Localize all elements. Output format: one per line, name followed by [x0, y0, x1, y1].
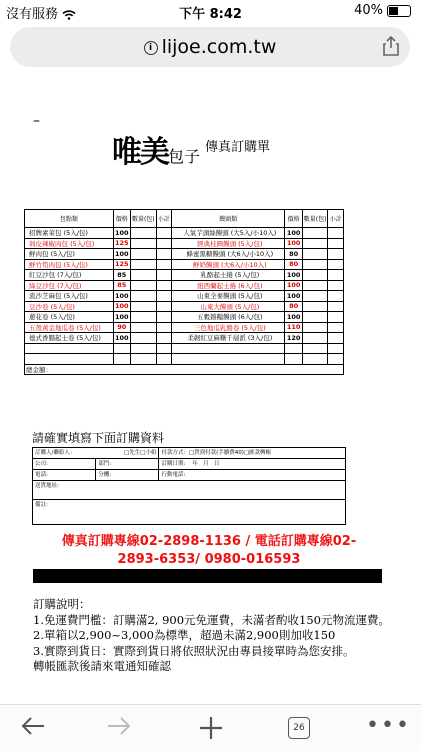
right-product-price: 100 [286, 312, 301, 321]
note-line: 轉帳匯款後請來電通知確認 [33, 659, 171, 673]
blank-cell[interactable] [25, 354, 114, 365]
right-product-price: 100 [286, 281, 301, 290]
col-right-price: 價格 [285, 210, 302, 228]
right-product-price: 100 [286, 270, 301, 279]
blank-cell[interactable] [285, 354, 302, 365]
col-left-qty: 數量(包) [130, 210, 156, 228]
blank-cell[interactable] [156, 343, 172, 354]
battery-indicator [354, 3, 411, 18]
clock: 下午 8:42 [179, 7, 242, 22]
left-subtotal-cell[interactable] [156, 322, 172, 333]
blank-cell[interactable] [302, 354, 328, 365]
note-line: 1.免運費門檻：訂購滿2, 900元免運費，未滿者酌收150元物流運費。 [33, 612, 390, 627]
right-product-price: 100 [286, 239, 301, 248]
left-product-price: 100 [115, 291, 129, 300]
dash-mark: – [33, 113, 40, 129]
left-subtotal-cell[interactable] [156, 280, 172, 291]
blank-cell[interactable] [25, 343, 114, 354]
note-line: 3.實際到貨日：實際到貨日將依照狀況由專員接單時為您安排。 [33, 643, 355, 658]
forward-arrow-icon[interactable] [106, 715, 132, 743]
left-product-price: 85 [113, 280, 130, 291]
left-subtotal-cell[interactable] [156, 249, 172, 260]
total-amount-row [25, 364, 344, 375]
blank-cell[interactable] [113, 354, 130, 365]
table-row [25, 291, 344, 302]
left-subtotal-cell[interactable] [156, 301, 172, 312]
right-product-price: 100 [286, 291, 301, 300]
right-product-name: 紐西蘭起士捲 (6入/包) [172, 280, 285, 291]
right-product-price: 80 [285, 301, 302, 312]
table-header-row [25, 210, 344, 228]
left-product-name: 鮮肉包 (5入/包) [25, 249, 114, 260]
left-product-name: 招牌素菜包 (5入/包) [25, 228, 114, 239]
right-qty-cell[interactable] [302, 259, 328, 270]
left-qty-cell[interactable] [130, 249, 156, 260]
table-row [25, 249, 344, 260]
right-subtotal-cell[interactable] [328, 280, 344, 291]
back-arrow-icon[interactable] [20, 715, 46, 743]
blank-cell[interactable] [302, 343, 328, 354]
right-product-name: 柔韌紅豆麻糬千層派 (3入/包) [172, 333, 285, 344]
left-qty-cell[interactable] [130, 312, 156, 323]
address-bar[interactable] [10, 27, 410, 67]
right-subtotal-cell[interactable] [328, 249, 344, 260]
blank-cell[interactable] [285, 343, 302, 354]
order-form-document [0, 85, 421, 695]
left-qty-cell[interactable] [130, 291, 156, 302]
right-qty-cell[interactable] [302, 322, 328, 333]
right-subtotal-cell[interactable] [328, 312, 344, 323]
table-row [25, 228, 344, 239]
left-product-price: 125 [115, 260, 129, 269]
blank-cell[interactable] [130, 354, 156, 365]
orderer-field[interactable]: 訂購人/聯絡人： □先生□小姐 [33, 448, 159, 459]
right-qty-cell[interactable] [302, 291, 328, 302]
left-product-name: 五殼黃金地瓜卷 (5入/包) [25, 322, 114, 333]
right-qty-cell[interactable] [302, 280, 328, 291]
new-tab-plus-icon[interactable] [198, 715, 224, 747]
left-product-name: 豆沙卷 (5入/包) [25, 301, 114, 312]
right-product-price: 80 [285, 249, 302, 260]
left-subtotal-cell[interactable] [156, 238, 172, 249]
ordering-notes [33, 597, 393, 675]
left-product-price: 100 [115, 228, 129, 237]
blank-cell[interactable] [156, 354, 172, 365]
table-row [25, 301, 344, 312]
address-field[interactable]: 送貨地址: [33, 481, 346, 500]
company-field[interactable]: 公司: [33, 459, 96, 470]
phone-field[interactable]: 電話: [33, 470, 96, 481]
right-subtotal-cell[interactable] [328, 228, 344, 239]
right-product-price: 80 [285, 259, 302, 270]
blank-cell[interactable] [328, 343, 344, 354]
table-row [25, 280, 344, 291]
right-subtotal-cell[interactable] [328, 333, 344, 344]
right-product-name: 山東大饅頭 (5入/包) [172, 301, 285, 312]
right-qty-cell[interactable] [302, 238, 328, 249]
left-subtotal-cell[interactable] [156, 333, 172, 344]
right-product-name: 蜂蜜黑糖饅頭 (大6入/小10入) [172, 249, 285, 260]
right-qty-cell[interactable] [302, 312, 328, 323]
fax-phone-hotline [34, 533, 384, 569]
left-product-name: 紅豆沙包 (7入/包) [25, 270, 114, 281]
left-qty-cell[interactable] [130, 301, 156, 312]
right-subtotal-cell[interactable] [328, 238, 344, 249]
left-qty-cell[interactable] [130, 333, 156, 344]
left-product-name: 綠豆沙包 (7入/包) [25, 280, 114, 291]
brand-logo [112, 127, 200, 171]
right-qty-cell[interactable] [302, 228, 328, 239]
left-subtotal-cell[interactable] [156, 259, 172, 270]
left-qty-cell[interactable] [130, 280, 156, 291]
gender-options[interactable]: □先生□小姐 [124, 450, 157, 456]
hotline-line-2: 2893-6353/ 0980-016593 [117, 552, 301, 567]
note-line: 訂購說明： [33, 597, 91, 611]
dept-field[interactable]: 部門: [96, 459, 159, 470]
blank-cell[interactable] [172, 343, 285, 354]
left-product-price: 100 [115, 312, 129, 321]
battery-icon [387, 5, 411, 17]
table-row [25, 322, 344, 333]
left-product-name: 蔥花卷 (5入/包) [25, 312, 114, 323]
info-icon[interactable]: i [144, 41, 158, 55]
right-qty-cell[interactable] [302, 249, 328, 260]
black-banner-bar [33, 569, 382, 583]
ext-field[interactable]: 分機: [96, 470, 159, 481]
blank-cell[interactable] [328, 354, 344, 365]
blank-cell[interactable] [130, 343, 156, 354]
right-product-price: 120 [286, 333, 301, 342]
col-left-subtotal: 小計 [156, 210, 172, 228]
left-product-name: 流沙芝麻包 (5入/包) [25, 291, 114, 302]
right-subtotal-cell[interactable] [328, 270, 344, 281]
left-product-price: 85 [113, 270, 130, 281]
right-subtotal-cell[interactable] [328, 291, 344, 302]
left-product-price: 90 [113, 322, 130, 333]
left-subtotal-cell[interactable] [156, 291, 172, 302]
product-order-table [24, 209, 344, 375]
right-subtotal-cell[interactable] [328, 322, 344, 333]
table-row [25, 312, 344, 323]
table-row [25, 333, 344, 344]
right-product-name: 五穀雜糧饅頭 (6入/包) [172, 312, 285, 323]
right-subtotal-cell[interactable] [328, 301, 344, 312]
document-title: 傳真訂購單 [205, 140, 271, 155]
blank-table-row [25, 343, 344, 354]
left-qty-cell[interactable] [130, 322, 156, 333]
right-product-name: 人氣芋頭絲饅頭 (大5入/小10入) [172, 228, 285, 239]
right-product-price: 110 [286, 323, 301, 332]
col-right-qty: 數量(包) [302, 210, 328, 228]
battery-percent: 40% [354, 3, 383, 18]
fill-instructions-heading: 請確實填寫下面訂購資料 [32, 431, 165, 445]
more-options-icon[interactable]: ••• [366, 713, 411, 738]
carrier-text: 沒有服務 [6, 7, 59, 22]
left-qty-cell[interactable] [130, 238, 156, 249]
share-icon[interactable] [382, 36, 400, 56]
right-qty-cell[interactable] [302, 270, 328, 281]
left-product-price: 100 [115, 249, 129, 258]
table-row [25, 238, 344, 249]
hotline-line-1: 傳真訂購專線02-2898-1136 / 電話訂購專線02- [61, 534, 357, 549]
left-product-name: 鮮竹筍肉包 (5入/包) [25, 259, 114, 270]
right-product-name: 三色地瓜乳酪卷 (5入/包) [172, 322, 285, 333]
right-product-name: 乳酪起士捲 (5入/包) [172, 270, 285, 281]
payment-field[interactable]: 付款方式：□貨到付款(手續費40)□匯款轉帳 [159, 448, 346, 459]
table-row [25, 270, 344, 281]
logo-small-text: 包子 [168, 147, 201, 166]
left-qty-cell[interactable] [130, 228, 156, 239]
left-qty-cell[interactable] [130, 259, 156, 270]
right-qty-cell[interactable] [302, 333, 328, 344]
right-subtotal-cell[interactable] [328, 259, 344, 270]
blank-cell[interactable] [113, 343, 130, 354]
right-product-name: 鮮奶饅頭 (大6入/小10入) [172, 259, 285, 270]
mobile-field[interactable]: 行動電話: [159, 470, 346, 481]
tab-count-button[interactable]: 26 [288, 717, 310, 739]
left-subtotal-cell[interactable] [156, 270, 172, 281]
col-right-name: 饅頭類 [172, 210, 285, 228]
right-product-price: 100 [286, 228, 301, 237]
url-display[interactable] [10, 36, 410, 58]
blank-table-row [25, 354, 344, 365]
left-qty-cell[interactable] [130, 270, 156, 281]
logo-main-text: 唯美 [112, 135, 168, 170]
left-product-name: 德式香腸起士卷 (5入/包) [25, 333, 114, 344]
remark-field[interactable]: 備註: [33, 500, 346, 525]
right-product-name: 經典桂圓饅頭 (5入/包) [172, 238, 285, 249]
right-qty-cell[interactable] [302, 301, 328, 312]
status-bar [0, 0, 421, 22]
url-text: lijoe.com.tw [161, 36, 277, 58]
left-product-price: 125 [115, 239, 129, 248]
browser-toolbar [0, 704, 421, 751]
col-right-subtotal: 小計 [328, 210, 344, 228]
note-line: 2.單箱以2,900~3,000為標準，超過未滿2,900則加收150 [33, 628, 336, 642]
total-amount-label[interactable]: 總金額： [25, 364, 344, 375]
left-product-name: 剁皮辣椒肉包 (5入/包) [25, 238, 114, 249]
col-left-name: 包點類 [25, 210, 114, 228]
left-product-price: 100 [115, 333, 129, 342]
left-subtotal-cell[interactable] [156, 228, 172, 239]
table-row [25, 259, 344, 270]
left-product-price: 100 [115, 302, 129, 311]
blank-cell[interactable] [172, 354, 285, 365]
customer-info-form [32, 447, 346, 525]
left-subtotal-cell[interactable] [156, 312, 172, 323]
col-left-price: 價格 [113, 210, 130, 228]
order-date-field[interactable]: 訂購日期: 年 月 日 [159, 459, 346, 470]
right-product-name: 山東全麥饅頭 (5入/包) [172, 291, 285, 302]
